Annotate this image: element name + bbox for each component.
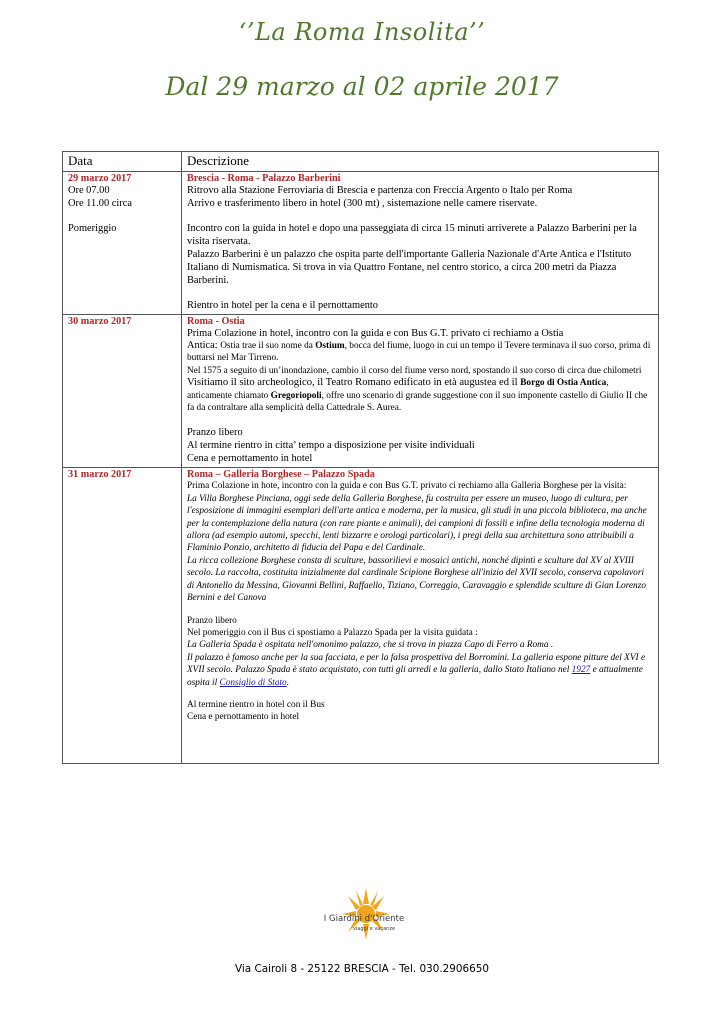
day1-time1: Ore 07.00 (68, 185, 110, 196)
day2-p4-text: , anticamente chiamato (187, 378, 609, 401)
day2-p4-bold2: Gregoriopoli (270, 390, 322, 401)
day2-description-cell (182, 315, 659, 468)
day2-p2-bold: Ostium (315, 341, 345, 351)
table-row (63, 468, 659, 764)
link-consiglio-di-stato[interactable]: Consiglio di Stato (219, 677, 287, 688)
day2-p3: Nel 1575 a seguito di un’inondazione, cambio il corso del fiume verso nord, spostando il suo corso di circa due chilometri (187, 365, 642, 376)
day3-description-cell (182, 468, 659, 764)
day1-p2: Arrivo e trasferimento libero in hotel (300 mt) , sistemazione nelle camere riservate. (187, 198, 538, 209)
footer-address: Via Cairoli 8 - 25122 BRESCIA - Tel. 030.2906650 (235, 963, 489, 975)
day2-p5: Pranzo libero (187, 427, 243, 439)
table-row (63, 315, 659, 468)
day2-date-cell (63, 315, 182, 468)
header-descrizione: Descrizione (182, 152, 659, 172)
day1-route: Brescia - Roma - Palazzo Barberini (187, 173, 341, 184)
document-subtitle: Dal 29 marzo al 02 aprile 2017 (165, 72, 559, 101)
day1-p5: Rientro in hotel per la cena e il pernottamento (187, 300, 379, 311)
document-title: ‘’La Roma Insolita’’ (238, 18, 486, 46)
day3-p5: Nel pomeriggio con il Bus ci spostiamo a Palazzo Spada per la visita guidata : (187, 627, 478, 638)
day1-date: 29 marzo 2017 (68, 173, 132, 184)
day3-p2: La Villa Borghese Pinciana, oggi sede della Galleria Borghese, fu costruita per essere un museo, luogo di cultura, per l'esposizione di immagini esemplari dell'arte antica e moderna, per la musica, gli studi in una piccola biblioteca, ma anche per la contemplazione della natura (con rare piante e animali), dei campioni di fossili e infine della tecnologia moderna di allora (ad esempio automi, specchi, lenti bizzarre e orologi particolari), i pregi della sua architettura sono attribuibili a Flaminio Ponzio, architetto di fiducia del Papa e del Cardinale. (187, 493, 647, 554)
itinerary-table (62, 151, 659, 764)
day3-date: 31 marzo 2017 (68, 469, 132, 481)
day1-time3: Pomeriggio (68, 223, 117, 234)
day2-p4 (187, 377, 653, 414)
day2-p1: Prima Colazione in hotel, incontro con la guida e con Bus G.T. privato ci rechiamo a Ostia (187, 328, 564, 339)
day2-p2-text: Ostia trae il suo nome da (220, 341, 316, 351)
day2-p2-rest: , bocca del fiume, luogo in cui un tempo il Tevere terminava il suo corso, prima di buttarsi nel Mar Tirreno. (187, 341, 651, 364)
day1-p1: Ritrovo alla Stazione Ferroviaria di Brescia e partenza con Freccia Argento o Italo per Roma (187, 185, 573, 196)
link-1927[interactable]: 1927 (571, 665, 591, 676)
day2-p7: Cena e pernottamento in hotel (187, 453, 313, 465)
day2-p6: Al termine rientro in citta’ tempo a disposizione per visite individuali (187, 440, 475, 452)
day3-p1: Prima Colazione in hote, incontro con la guida e con Bus G.T. privato ci rechiamo alla Galleria Borghese per la visita: (187, 481, 627, 492)
day3-p8: Al termine rientro in hotel con il Bus (187, 699, 325, 710)
day3-date-cell (63, 468, 182, 764)
logo-tagline: viaggi e vacanze (352, 926, 396, 932)
day1-p4: Palazzo Barberini è un palazzo che ospita parte dell'importante Galleria Nazionale d'Arte Antica e l'Istituto Italiano di Numismatica. Si trova in via Quattro Fontane, nel centro storico, a circa 200 metri da Piazza Barberini. (187, 249, 632, 286)
day1-time2: Ore 11.00 circa (68, 198, 132, 209)
sun-logo-icon (316, 886, 412, 946)
day2-date: 30 marzo 2017 (68, 316, 132, 327)
table-row (63, 172, 659, 315)
company-logo (316, 886, 412, 946)
day3-p7-end: . (286, 677, 290, 688)
day2-p4-rest: , offre uno scenario di grande suggestione con il suo imponente castello di Giulio II che fa da contraltare alla semplicità della Cattedrale S. Aurea. (187, 390, 648, 414)
day1-p3: Incontro con la guida in hotel e dopo una passeggiata di circa 15 minuti arriverete a Palazzo Barberini per la visita riservata. (187, 223, 637, 247)
day2-p2-lead: Antica: (187, 340, 221, 351)
day3-p7 (187, 652, 653, 689)
day3-p6: La Galleria Spada è ospitata nell'omonimo palazzo, che si trova in piazza Capo di Ferro a Roma . (187, 640, 554, 651)
day2-p4-bold1: Borgo di Ostia Antica (520, 378, 607, 389)
table-header-row (63, 152, 659, 172)
day1-description-cell (182, 172, 659, 315)
day3-p4: Pranzo libero (187, 615, 237, 626)
day2-p2 (187, 340, 653, 365)
day3-route: Roma – Galleria Borghese – Palazzo Spada (187, 469, 375, 481)
day3-p7-text: Il palazzo è famoso anche per la sua facciata, e per la falsa prospettiva del Borromini. La galleria espone pitture del XVI e XVII secolo. Palazzo Spada è stato acquistato, con tutti gli arredi e la galleria, dallo Stato Italiano nel (187, 652, 646, 676)
day3-p7-mid: e attualmente ospita il (187, 665, 643, 688)
day1-date-cell (63, 172, 182, 315)
day3-p9: Cena e pernottamento in hotel (187, 712, 300, 723)
header-data: Data (63, 152, 182, 172)
day3-p3: La ricca collezione Borghese consta di sculture, bassorilievi e mosaici antichi, nonché dipinti e sculture dal XV al XVIII secolo. La raccolta, costituita inizialmente dal cardinale Scipione Borghese all'inizio del XVII secolo, conserva capolavori di Antonello da Messina, Giovanni Bellini, Raffaello, Tiziano, Correggio, Caravaggio e splendide sculture di Gian Lorenzo Bernini e del Canova (187, 555, 646, 604)
logo-name: I Giardini d'Oriente (323, 914, 405, 924)
day2-p4-lead: Visitiamo il sito archeologico, il Teatro Romano edificato in età augustea ed il (187, 377, 521, 389)
day2-route: Roma - Ostia (187, 316, 245, 327)
